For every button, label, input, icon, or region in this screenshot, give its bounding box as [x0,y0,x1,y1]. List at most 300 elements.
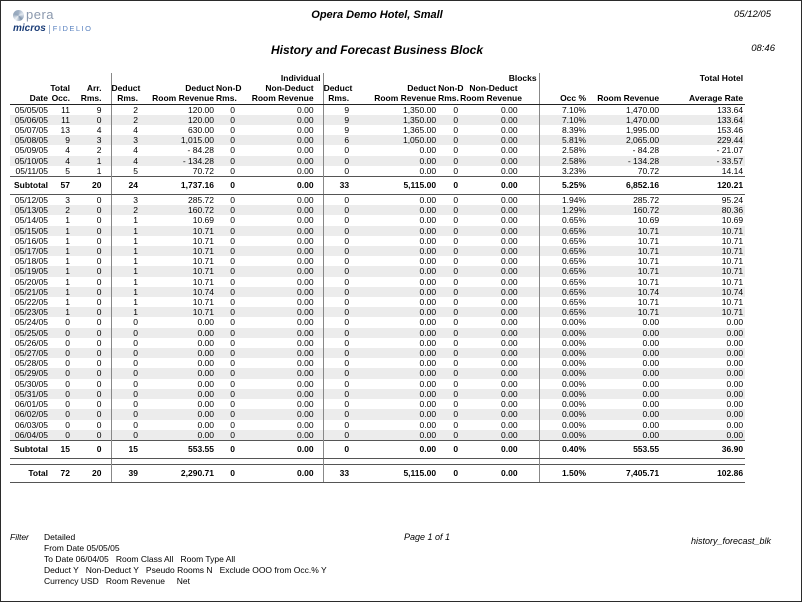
cell-avg-rate: 153.46 [717,125,744,136]
cell-room-revenue: 10.71 [637,276,660,287]
cell-occ-pct: 0.40% [539,440,588,458]
cell-arr-rms: 1 [72,166,111,177]
filter-label: Filter [10,532,29,542]
cell-avg-rate: 0.00 [661,409,745,419]
cell-blk-deduct-revenue: 0.00 [419,145,437,156]
cell-ind-nond-rms: 0 [216,464,237,482]
cell-arr-rms: 2 [72,145,111,155]
cell-date: 05/28/05 [14,358,48,369]
cell-blk-nondeduct-revenue: 0.00 [460,205,539,215]
cell-total-occ: 0 [65,419,70,430]
cell-blk-nondeduct-revenue: 0.00 [460,277,539,287]
cell-blk-nond-rms: 0 [453,276,459,287]
cell-total-occ: 1 [65,235,70,246]
cell-occ-pct: 0.65% [539,246,588,256]
cell-blk-deduct-revenue: 0.00 [419,317,437,328]
cell-arr-rms: 0 [72,379,111,389]
cell-blk-nond-rms: 0 [453,125,459,136]
cell-avg-rate: 10.71 [721,235,744,246]
cell-blk-nond-rms: 0 [438,440,460,458]
table-row [10,256,745,266]
cell-ind-nondeduct-revenue: 0.00 [237,287,323,297]
cell-ind-nond-rms: 0 [230,276,236,287]
cell-blk-deduct-rms: 0 [323,348,351,358]
cell-avg-rate: 120.21 [661,177,745,195]
cell-ind-nondeduct-revenue: 0.00 [237,166,323,177]
cell-blk-nond-rms: 0 [438,287,460,297]
cell-ind-deduct-revenue: 0.00 [197,317,215,328]
col-header-blk-deduct-revenue: Deduct [407,83,437,94]
cell-arr-rms: 0 [72,287,111,297]
cell-total-occ: 1 [65,215,70,226]
cell-ind-nond-rms: 0 [230,297,236,308]
table-row [10,195,745,206]
cell-arr-rms: 0 [72,420,111,430]
cell-occ-pct: 0.65% [561,215,587,226]
cell-blk-nondeduct-revenue: 0.00 [460,464,539,482]
cell-blk-nondeduct-revenue: 0.00 [460,338,539,348]
fidelio-logo-text: FIDELIO [49,25,93,33]
col-header-ind-deduct-revenue: Room Revenue [140,93,216,104]
cell-total-occ: 0 [50,328,72,338]
cell-occ-pct: 0.00% [539,348,588,358]
cell-ind-deduct-rms: 24 [111,177,140,195]
cell-blk-nondeduct-revenue: 0.00 [460,215,539,225]
cell-ind-deduct-revenue: 1,015.00 [140,135,216,145]
cell-blk-deduct-rms: 0 [323,440,351,458]
cell-blk-nond-rms: 0 [453,399,459,410]
filter-details [44,532,327,587]
cell-ind-nondeduct-revenue: 0.00 [237,307,323,317]
cell-room-revenue: 160.72 [588,205,661,215]
table-row [10,328,745,338]
cell-ind-nond-rms: 0 [230,165,236,176]
cell-arr-rms: 0 [72,115,111,125]
cell-ind-deduct-revenue: 2,290.71 [140,464,216,482]
cell-blk-nondeduct-revenue: 0.00 [460,307,539,317]
cell-total-occ: 4 [65,145,70,156]
cell-total-occ: 0 [65,337,70,348]
cell-ind-nond-rms: 0 [216,348,237,358]
cell-blk-deduct-revenue: 0.00 [419,215,437,226]
cell-total-occ: 1 [65,297,70,308]
col-header-blk-nondeduct-revenue: Non-Deduct [460,83,539,93]
cell-ind-nondeduct-revenue: 0.00 [237,358,323,368]
cell-avg-rate: - 21.07 [716,145,744,156]
cell-ind-nondeduct-revenue: 0.00 [237,389,323,399]
cell-ind-deduct-revenue: 10.71 [192,276,215,287]
cell-total-occ: 57 [50,177,72,195]
cell-ind-deduct-revenue: 10.71 [140,226,216,236]
cell-ind-deduct-revenue: 10.71 [140,246,216,256]
cell-ind-deduct-rms: 0 [133,399,139,410]
cell-blk-nond-rms: 0 [453,215,459,226]
cell-occ-pct: 1.29% [539,205,588,215]
cell-blk-deduct-rms: 0 [323,266,351,276]
cell-ind-deduct-revenue: 10.71 [192,235,215,246]
cell-ind-nondeduct-revenue: 0.00 [237,145,323,155]
cell-blk-deduct-rms: 9 [344,125,350,136]
cell-blk-nond-rms: 0 [438,156,460,166]
cell-total-occ: 2 [50,205,72,215]
cell-avg-rate: 0.00 [726,378,744,389]
cell-blk-nond-rms: 0 [438,307,460,317]
table-row [10,358,745,368]
cell-blk-deduct-revenue: 5,115.00 [351,177,438,195]
cell-ind-deduct-revenue: 553.55 [140,440,216,458]
col-header-occ-pct: Occ % [539,93,588,104]
cell-avg-rate: 102.86 [661,464,745,482]
cell-blk-nondeduct-revenue: 0.00 [460,328,539,338]
cell-ind-deduct-revenue: 0.00 [140,389,216,399]
col-header-total-occ: Total [50,83,70,94]
table-row [10,430,745,441]
cell-blk-deduct-revenue: 1,350.00 [402,104,437,115]
cell-blk-deduct-rms: 0 [323,389,351,399]
col-header-blk-deduct-revenue: Room Revenue [351,93,438,104]
cell-blk-deduct-rms: 0 [323,307,351,317]
cell-ind-deduct-rms: 1 [111,307,140,317]
cell-ind-nondeduct-revenue: 0.00 [237,266,323,276]
cell-avg-rate: - 33.57 [661,156,745,166]
table-row [10,215,745,225]
cell-ind-nondeduct-revenue: 0.00 [237,115,323,125]
cell-ind-nondeduct-revenue: 0.00 [237,368,323,378]
cell-blk-nond-rms: 0 [438,135,460,145]
subtotal-row [10,177,745,195]
cell-blk-nond-rms: 0 [453,195,459,206]
cell-ind-nondeduct-revenue: 0.00 [237,135,323,145]
cell-date: Subtotal [10,177,50,195]
opera-swirl-icon [13,10,24,21]
table-row [10,368,745,378]
page-number: Page 1 of 1 [403,532,451,542]
cell-ind-nond-rms: 0 [216,368,237,378]
col-header-blk-nond-rms: Non-D [438,83,464,94]
cell-blk-deduct-revenue: 0.00 [419,419,437,430]
col-header-room-revenue: Room Revenue [588,93,661,104]
col-header-date: Date [10,93,50,104]
cell-total-occ: 0 [50,430,72,441]
report-file-name: history_forecast_blk [690,536,771,546]
col-header-room-revenue [588,83,661,93]
cell-ind-deduct-revenue: 0.00 [197,419,215,430]
cell-room-revenue: 0.00 [588,389,661,399]
cell-blk-deduct-rms: 0 [323,409,351,419]
cell-date: 05/13/05 [10,205,50,215]
group-header-blocks: Blocks [323,73,539,83]
cell-arr-rms: 0 [72,277,111,287]
cell-occ-pct: 0.65% [561,297,587,308]
cell-ind-nond-rms: 0 [216,328,237,338]
cell-ind-deduct-revenue: 160.72 [140,205,216,215]
table-row [10,307,745,317]
cell-total-occ: 9 [50,135,72,145]
cell-ind-deduct-rms: 4 [133,145,139,156]
cell-date: 05/14/05 [14,215,48,226]
cell-ind-nondeduct-revenue: 0.00 [237,236,323,246]
cell-blk-nondeduct-revenue: 0.00 [460,256,539,266]
col-header-blk-nond-rms: Rms. [438,93,459,104]
cell-blk-nond-rms: 0 [453,297,459,308]
report-date: 05/12/05 [734,9,771,20]
cell-occ-pct: 0.00% [539,368,588,378]
cell-arr-rms: 0 [72,358,111,368]
cell-ind-deduct-revenue: 10.71 [192,297,215,308]
cell-date: 05/05/05 [14,104,48,115]
cell-blk-nond-rms: 0 [453,378,459,389]
cell-ind-deduct-rms: 0 [133,419,139,430]
cell-ind-nondeduct-revenue: 0.00 [237,348,323,358]
cell-blk-nondeduct-revenue: 0.00 [460,297,539,307]
cell-total-occ: 11 [61,104,70,115]
cell-occ-pct: 0.65% [539,307,588,317]
cell-blk-nond-rms: 0 [438,226,460,236]
cell-blk-nond-rms: 0 [438,177,460,195]
cell-blk-nond-rms: 0 [453,104,459,115]
cell-room-revenue: 0.00 [588,409,661,419]
cell-avg-rate: 10.71 [661,307,745,317]
cell-total-occ: 72 [50,464,72,482]
cell-ind-nondeduct-revenue: 0.00 [237,430,323,441]
cell-blk-nond-rms: 0 [438,389,460,399]
cell-blk-nondeduct-revenue: 0.00 [460,440,539,458]
cell-blk-nond-rms: 0 [438,246,460,256]
cell-total-occ: 0 [65,358,70,369]
cell-ind-nondeduct-revenue: 0.00 [237,317,323,327]
table-row [10,135,745,145]
cell-blk-nond-rms: 0 [453,419,459,430]
cell-room-revenue: 285.72 [633,195,660,206]
cell-arr-rms: 9 [72,104,111,115]
cell-arr-rms: 0 [72,195,111,206]
cell-blk-deduct-revenue: 0.00 [351,226,438,236]
col-header-blk-deduct-rms: Deduct [323,83,353,94]
cell-ind-nondeduct-revenue: 0.00 [237,420,323,430]
col-header-ind-nond-rms: Non-D [216,83,242,94]
cell-arr-rms: 0 [72,328,111,338]
cell-avg-rate: 10.71 [661,266,745,276]
cell-ind-nond-rms: 0 [216,389,237,399]
cell-room-revenue: 6,852.16 [588,177,661,195]
cell-avg-rate: 0.00 [726,337,744,348]
cell-ind-nond-rms: 0 [216,226,237,236]
cell-blk-deduct-revenue: 0.00 [351,156,438,166]
cell-ind-nond-rms: 0 [230,145,236,156]
cell-ind-nond-rms: 0 [230,215,236,226]
cell-blk-deduct-rms: 0 [344,276,350,287]
cell-blk-deduct-revenue: 0.00 [351,307,438,317]
cell-occ-pct: 0.00% [561,419,587,430]
cell-occ-pct: 5.25% [539,177,588,195]
cell-room-revenue: 0.00 [642,419,660,430]
cell-date: 05/31/05 [10,389,50,399]
cell-arr-rms: 0 [72,317,111,327]
cell-ind-deduct-rms: 0 [133,378,139,389]
cell-date: 06/03/05 [14,419,48,430]
table-row [10,205,745,215]
cell-date: 06/02/05 [10,409,50,419]
cell-date: 05/19/05 [10,266,50,276]
table-row [10,236,745,246]
cell-room-revenue: 10.71 [588,246,661,256]
cell-total-occ: 4 [50,156,72,166]
cell-total-occ: 1 [50,287,72,297]
cell-date: 05/11/05 [15,165,48,176]
cell-occ-pct: 0.65% [561,276,587,287]
cell-room-revenue: 0.00 [588,328,661,338]
cell-blk-nondeduct-revenue: 0.00 [460,317,539,327]
cell-total-occ: 1 [50,246,72,256]
cell-ind-deduct-revenue: 120.00 [188,104,215,115]
cell-arr-rms: 4 [72,125,111,135]
cell-ind-deduct-revenue: 0.00 [140,409,216,419]
cell-blk-nondeduct-revenue: 0.00 [460,226,539,236]
cell-blk-deduct-revenue: 0.00 [419,256,437,267]
cell-blk-deduct-revenue: 1,365.00 [402,125,437,136]
cell-blk-nondeduct-revenue: 0.00 [460,358,539,368]
cell-occ-pct: 3.23% [561,165,587,176]
cell-room-revenue: 0.00 [588,368,661,378]
cell-avg-rate: 10.71 [721,276,744,287]
cell-blk-nondeduct-revenue: 0.00 [460,177,539,195]
cell-blk-deduct-revenue: 5,115.00 [351,464,438,482]
group-header-spacer [10,73,111,83]
cell-occ-pct: 0.00% [539,409,588,419]
cell-ind-deduct-rms: 1 [133,256,139,267]
cell-arr-rms: 0 [72,389,111,399]
cell-room-revenue: 70.72 [637,165,660,176]
cell-ind-nond-rms: 0 [216,135,237,145]
cell-blk-nondeduct-revenue: 0.00 [460,125,539,135]
cell-total-occ: 1 [50,226,72,236]
cell-ind-deduct-revenue: 1,737.16 [140,177,216,195]
cell-room-revenue: - 84.28 [632,145,660,156]
cell-blk-deduct-revenue: 0.00 [419,235,437,246]
cell-room-revenue: 0.00 [588,430,661,441]
cell-arr-rms: 3 [72,135,111,145]
cell-ind-nondeduct-revenue: 0.00 [237,226,323,236]
cell-arr-rms: 1 [72,156,111,166]
cell-date: 05/15/05 [10,226,50,236]
cell-avg-rate: 0.00 [661,368,745,378]
cell-blk-deduct-rms: 9 [323,115,351,125]
cell-blk-nond-rms: 0 [438,409,460,419]
cell-blk-deduct-rms: 33 [323,464,351,482]
col-header-blk-deduct-rms: Rms. [323,93,351,104]
cell-date: 05/24/05 [14,317,48,328]
cell-total-occ: 11 [50,115,72,125]
cell-blk-deduct-revenue: 0.00 [419,195,437,206]
cell-room-revenue: 0.00 [642,337,660,348]
cell-occ-pct: 0.00% [561,337,587,348]
table-row [10,166,745,177]
cell-blk-deduct-rms: 0 [323,287,351,297]
cell-date: 05/26/05 [14,337,48,348]
cell-blk-nond-rms: 0 [453,165,459,176]
cell-avg-rate: 229.44 [661,135,745,145]
cell-total-occ: 1 [50,266,72,276]
cell-date: 05/20/05 [14,276,48,287]
cell-date: Total [10,464,50,482]
cell-arr-rms: 0 [72,368,111,378]
cell-blk-nondeduct-revenue: 0.00 [460,287,539,297]
cell-blk-nondeduct-revenue: 0.00 [460,420,539,430]
cell-ind-deduct-rms: 4 [133,125,139,136]
cell-blk-deduct-rms: 0 [344,419,350,430]
cell-blk-deduct-revenue: 0.00 [351,430,438,441]
cell-blk-deduct-revenue: 0.00 [419,378,437,389]
cell-ind-deduct-revenue: 0.00 [140,328,216,338]
col-header-ind-deduct-rms: Deduct [111,83,141,94]
cell-arr-rms: 0 [72,215,111,225]
cell-date: 05/25/05 [10,328,50,338]
cell-blk-nondeduct-revenue: 0.00 [460,115,539,125]
cell-arr-rms: 0 [72,440,111,458]
cell-avg-rate: 36.90 [661,440,745,458]
cell-blk-deduct-revenue: 0.00 [351,328,438,338]
cell-room-revenue: 1,470.00 [588,115,661,125]
table-row [10,145,745,155]
cell-blk-deduct-revenue: 0.00 [351,348,438,358]
cell-date: 05/06/05 [10,115,50,125]
cell-blk-deduct-revenue: 0.00 [351,440,438,458]
cell-ind-deduct-rms: 1 [111,226,140,236]
cell-blk-deduct-rms: 33 [323,177,351,195]
cell-avg-rate: 10.71 [721,256,744,267]
cell-blk-nond-rms: 0 [453,145,459,156]
cell-ind-deduct-rms: 1 [133,297,139,308]
cell-total-occ: 0 [50,409,72,419]
cell-avg-rate: 0.00 [726,358,744,369]
cell-avg-rate: 95.24 [721,195,744,206]
cell-date: 05/08/05 [10,135,50,145]
cell-ind-nondeduct-revenue: 0.00 [237,205,323,215]
cell-blk-deduct-rms: 0 [344,337,350,348]
cell-ind-nondeduct-revenue: 0.00 [237,409,323,419]
cell-ind-deduct-rms: 4 [111,156,140,166]
cell-date: 05/30/05 [14,378,48,389]
cell-blk-nond-rms: 0 [453,256,459,267]
cell-arr-rms: 0 [72,246,111,256]
cell-ind-deduct-rms: 0 [133,358,139,369]
cell-avg-rate: 0.00 [661,389,745,399]
cell-blk-deduct-rms: 0 [344,215,350,226]
filter-detail-line: To Date 06/04/05 Room Class All Room Type All [44,554,236,564]
col-header-occ-pct [539,83,588,93]
cell-blk-nond-rms: 0 [438,115,460,125]
cell-total-occ: 0 [50,389,72,399]
cell-ind-nond-rms: 0 [216,246,237,256]
table-row [10,338,745,348]
cell-avg-rate: 14.14 [721,165,744,176]
cell-blk-deduct-revenue: 0.00 [351,205,438,215]
cell-ind-deduct-rms: 2 [111,205,140,215]
cell-ind-nond-rms: 0 [216,430,237,441]
cell-date: 05/22/05 [14,297,48,308]
cell-ind-deduct-revenue: 630.00 [188,125,215,136]
cell-ind-deduct-rms: 5 [133,165,139,176]
cell-date: 05/10/05 [10,156,50,166]
cell-avg-rate: 10.74 [661,287,745,297]
filter-detail-line: Detailed [44,532,76,542]
col-header-avg-rate: Average Rate [661,93,745,104]
cell-blk-deduct-rms: 0 [344,399,350,410]
cell-blk-deduct-rms: 0 [344,235,350,246]
cell-avg-rate: 0.00 [726,419,744,430]
cell-arr-rms: 0 [72,430,111,441]
cell-ind-deduct-rms: 0 [111,409,140,419]
